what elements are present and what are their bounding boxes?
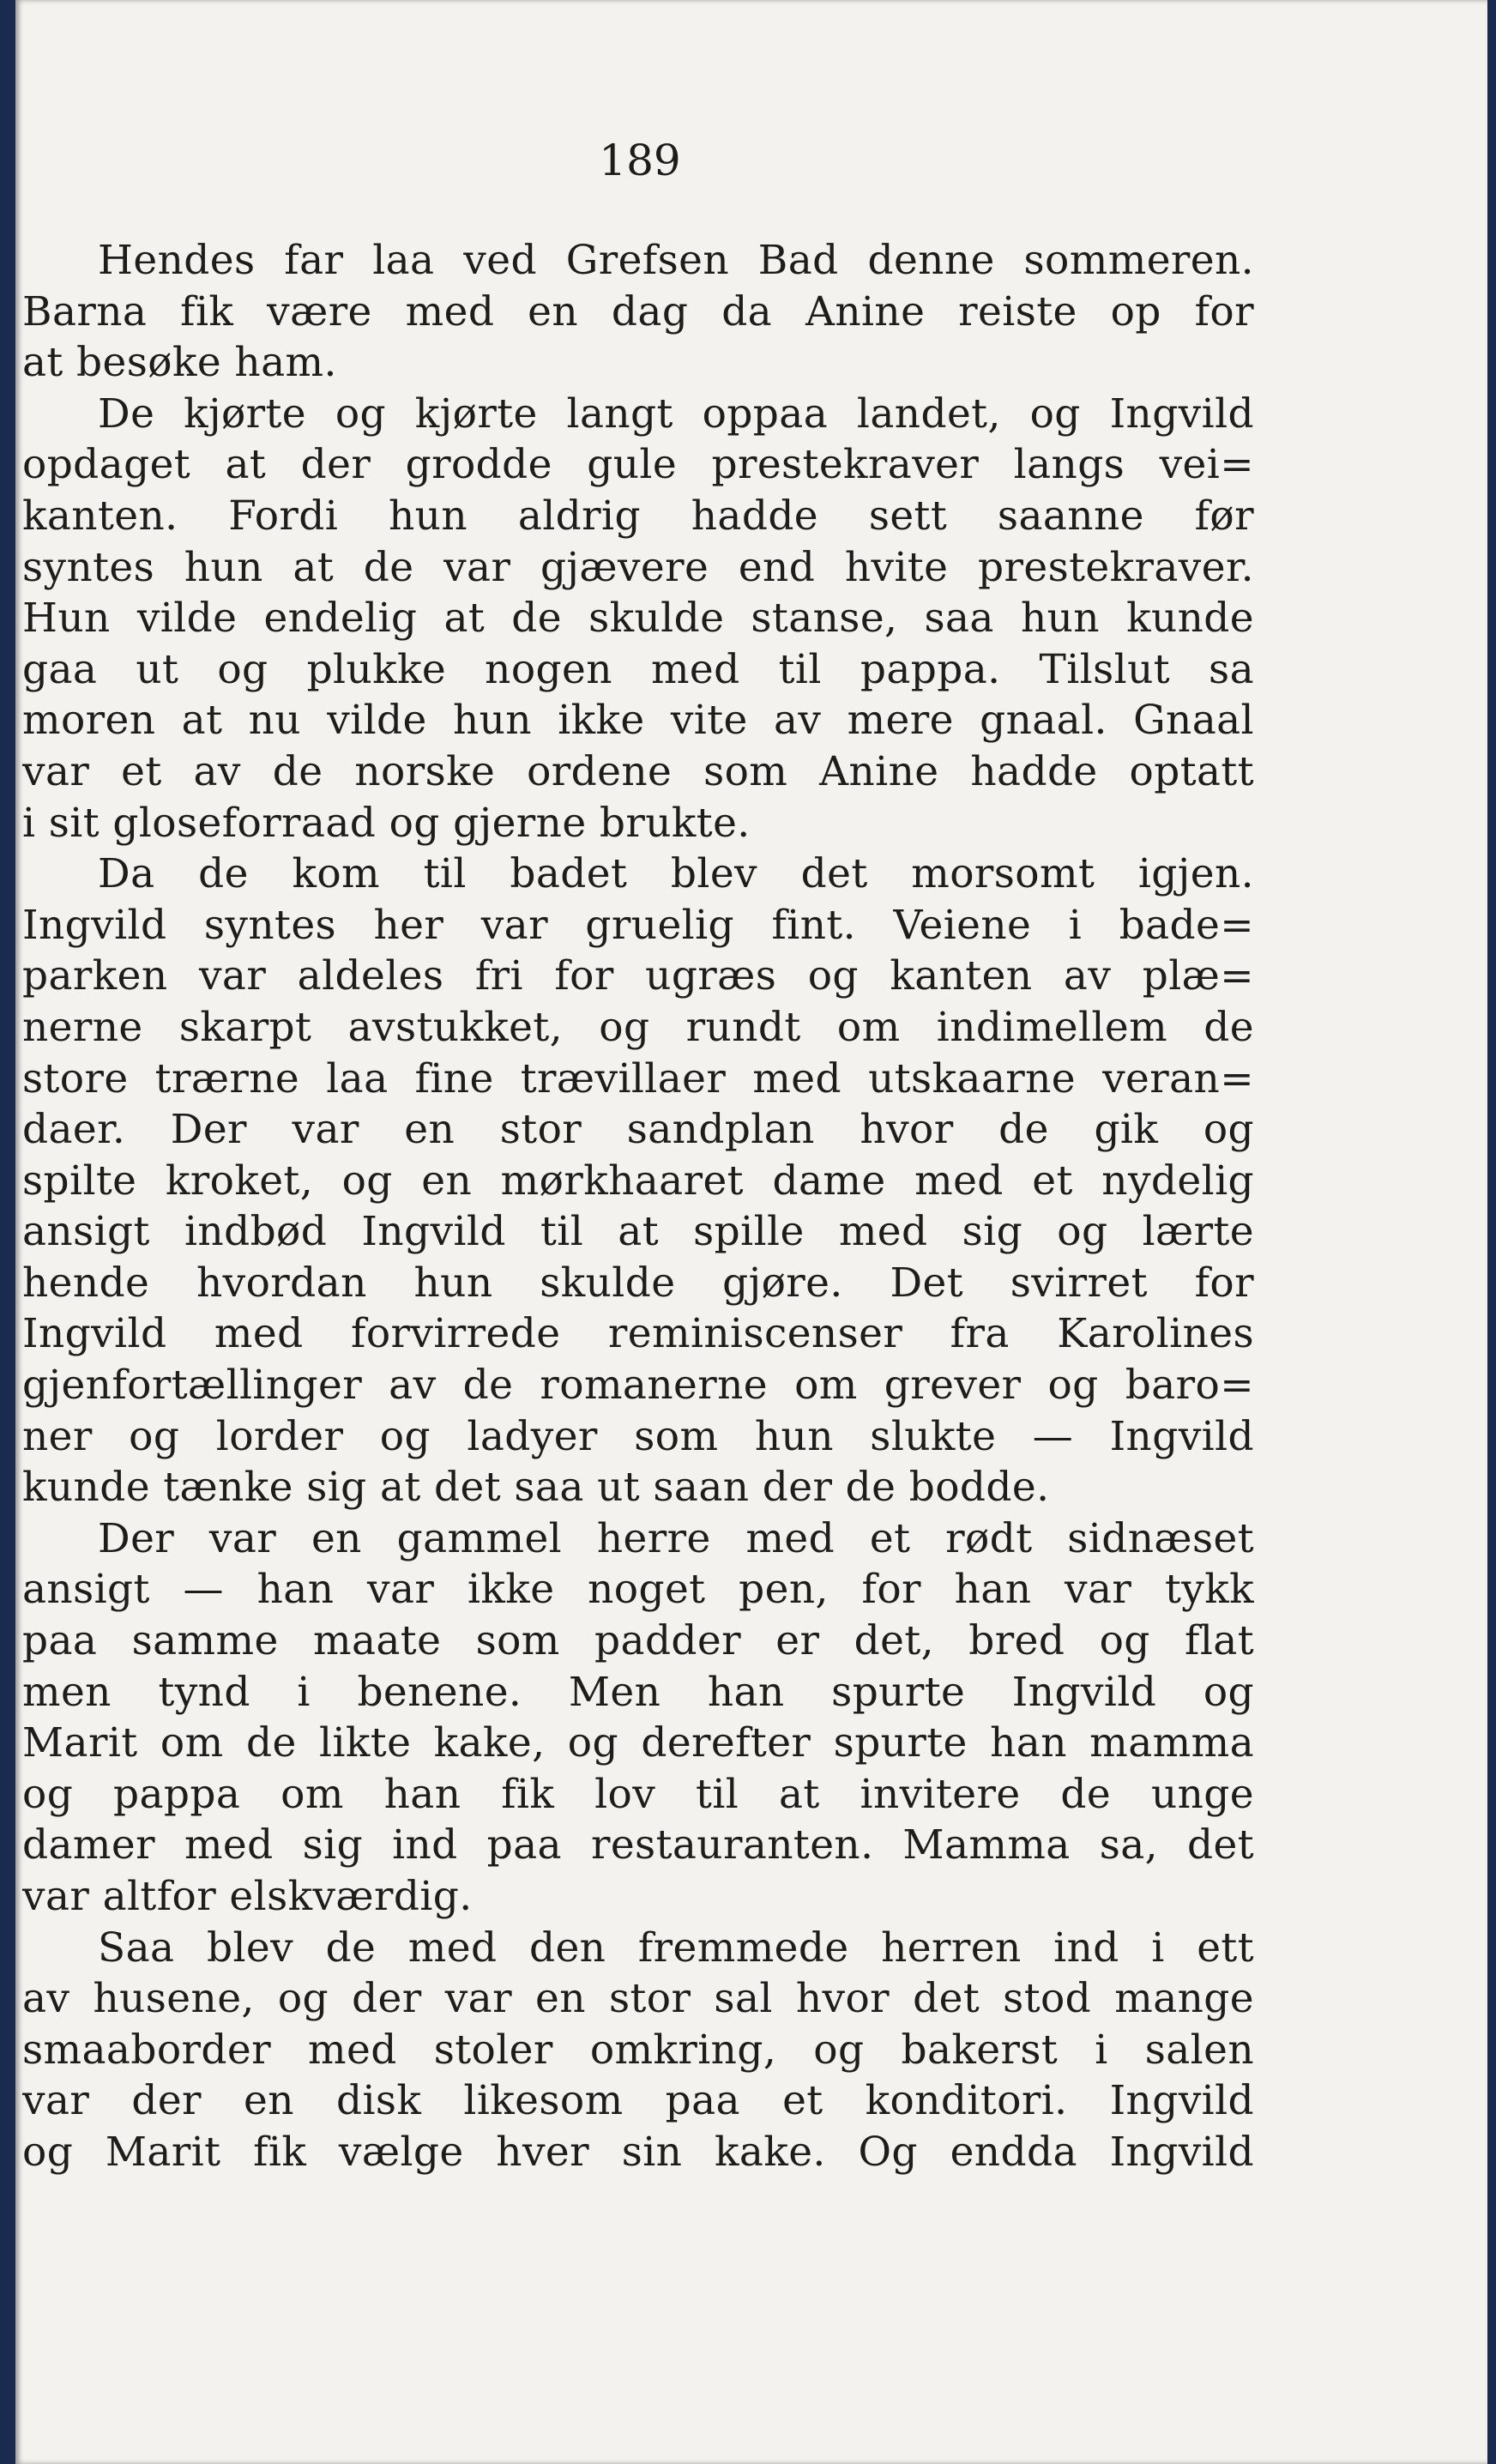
text-line: spilte kroket, og en mørkhaaret dame med et nydelig [22,1157,1254,1205]
text-line: kunde tænke sig at det saa ut saan der de bodde. [22,1464,1050,1512]
text-line: syntes hun at de var gjævere end hvite prestekraver. [22,543,1254,591]
text-line: paa samme maate som padder er det, bred og flat [22,1617,1254,1665]
text-line: ansigt — han var ikke noget pen, for han var tykk [22,1566,1254,1614]
text-line: ner og lorder og ladyer som hun slukte — Ingvild [22,1412,1254,1460]
text-line: Hendes far laa ved Grefsen Bad denne sommeren. [98,237,1254,284]
text-line: var altfor elskværdig. [22,1873,473,1920]
text-line: ansigt indbød Ingvild til at spille med sig og lærte [22,1208,1254,1256]
book-page [15,0,1487,2464]
text-line: Der var en gammel herre med et rødt sidnæset [98,1514,1254,1562]
text-line: av husene, og der var en stor sal hvor det stod mange [22,1975,1254,2023]
text-line: Marit om de likte kake, og derefter spurte han mamma [22,1719,1254,1767]
text-line: opdaget at der grodde gule prestekraver langs vei= [22,441,1254,489]
text-line: og pappa om han fik lov til at invitere de unge [22,1770,1254,1818]
text-line: Hun vilde endelig at de skulde stanse, saa hun kunde [22,595,1254,643]
text-line: smaaborder med stoler omkring, og bakerst i salen [22,2026,1254,2074]
body-text [22,235,1254,2178]
text-line: men tynd i benene. Men han spurte Ingvild og [22,1668,1254,1716]
text-line: store trærne laa fine trævillaer med utskaarne veran= [22,1054,1254,1102]
text-line: gjenfortællinger av de romanerne om grever og baro= [22,1362,1254,1410]
text-line: i sit gloseforraad og gjerne brukte. [22,799,751,847]
text-line: daer. Der var en stor sandplan hvor de gik og [22,1106,1254,1154]
text-line: og Marit fik vælge hver sin kake. Og endda Ingvild [22,2128,1254,2176]
text-line: var et av de norske ordene som Anine hadde optatt [22,747,1254,795]
text-line: moren at nu vilde hun ikke vite av mere gnaal. Gnaal [22,697,1254,745]
text-line: nerne skarpt avstukket, og rundt om indimellem de [22,1003,1254,1051]
text-line: parken var aldeles fri for ugræs og kanten av plæ= [22,952,1254,1000]
text-line: De kjørte og kjørte langt oppaa landet, og Ingvild [98,390,1254,438]
text-line: Ingvild syntes her var gruelig fint. Veiene i bade= [22,901,1254,949]
text-line: damer med sig ind paa restauranten. Mamma sa, det [22,1821,1254,1869]
text-line: Barna fik være med en dag da Anine reiste op for [22,287,1254,335]
text-line: var der en disk likesom paa et konditori. Ingvild [22,2077,1254,2125]
text-line: Saa blev de med den fremmede herren ind i ett [98,1923,1254,1972]
text-line: Ingvild med forvirrede reminiscenser fra Karolines [22,1310,1254,1358]
text-line: at besøke ham. [22,339,337,387]
text-line: gaa ut og plukke nogen med til pappa. Tilslut sa [22,645,1254,693]
text-line: kanten. Fordi hun aldrig hadde sett saanne før [22,492,1254,540]
text-line: hende hvordan hun skulde gjøre. Det svirret for [22,1259,1254,1307]
page-number: 189 [599,136,681,185]
text-line: Da de kom til badet blev det morsomt igjen. [98,850,1254,898]
